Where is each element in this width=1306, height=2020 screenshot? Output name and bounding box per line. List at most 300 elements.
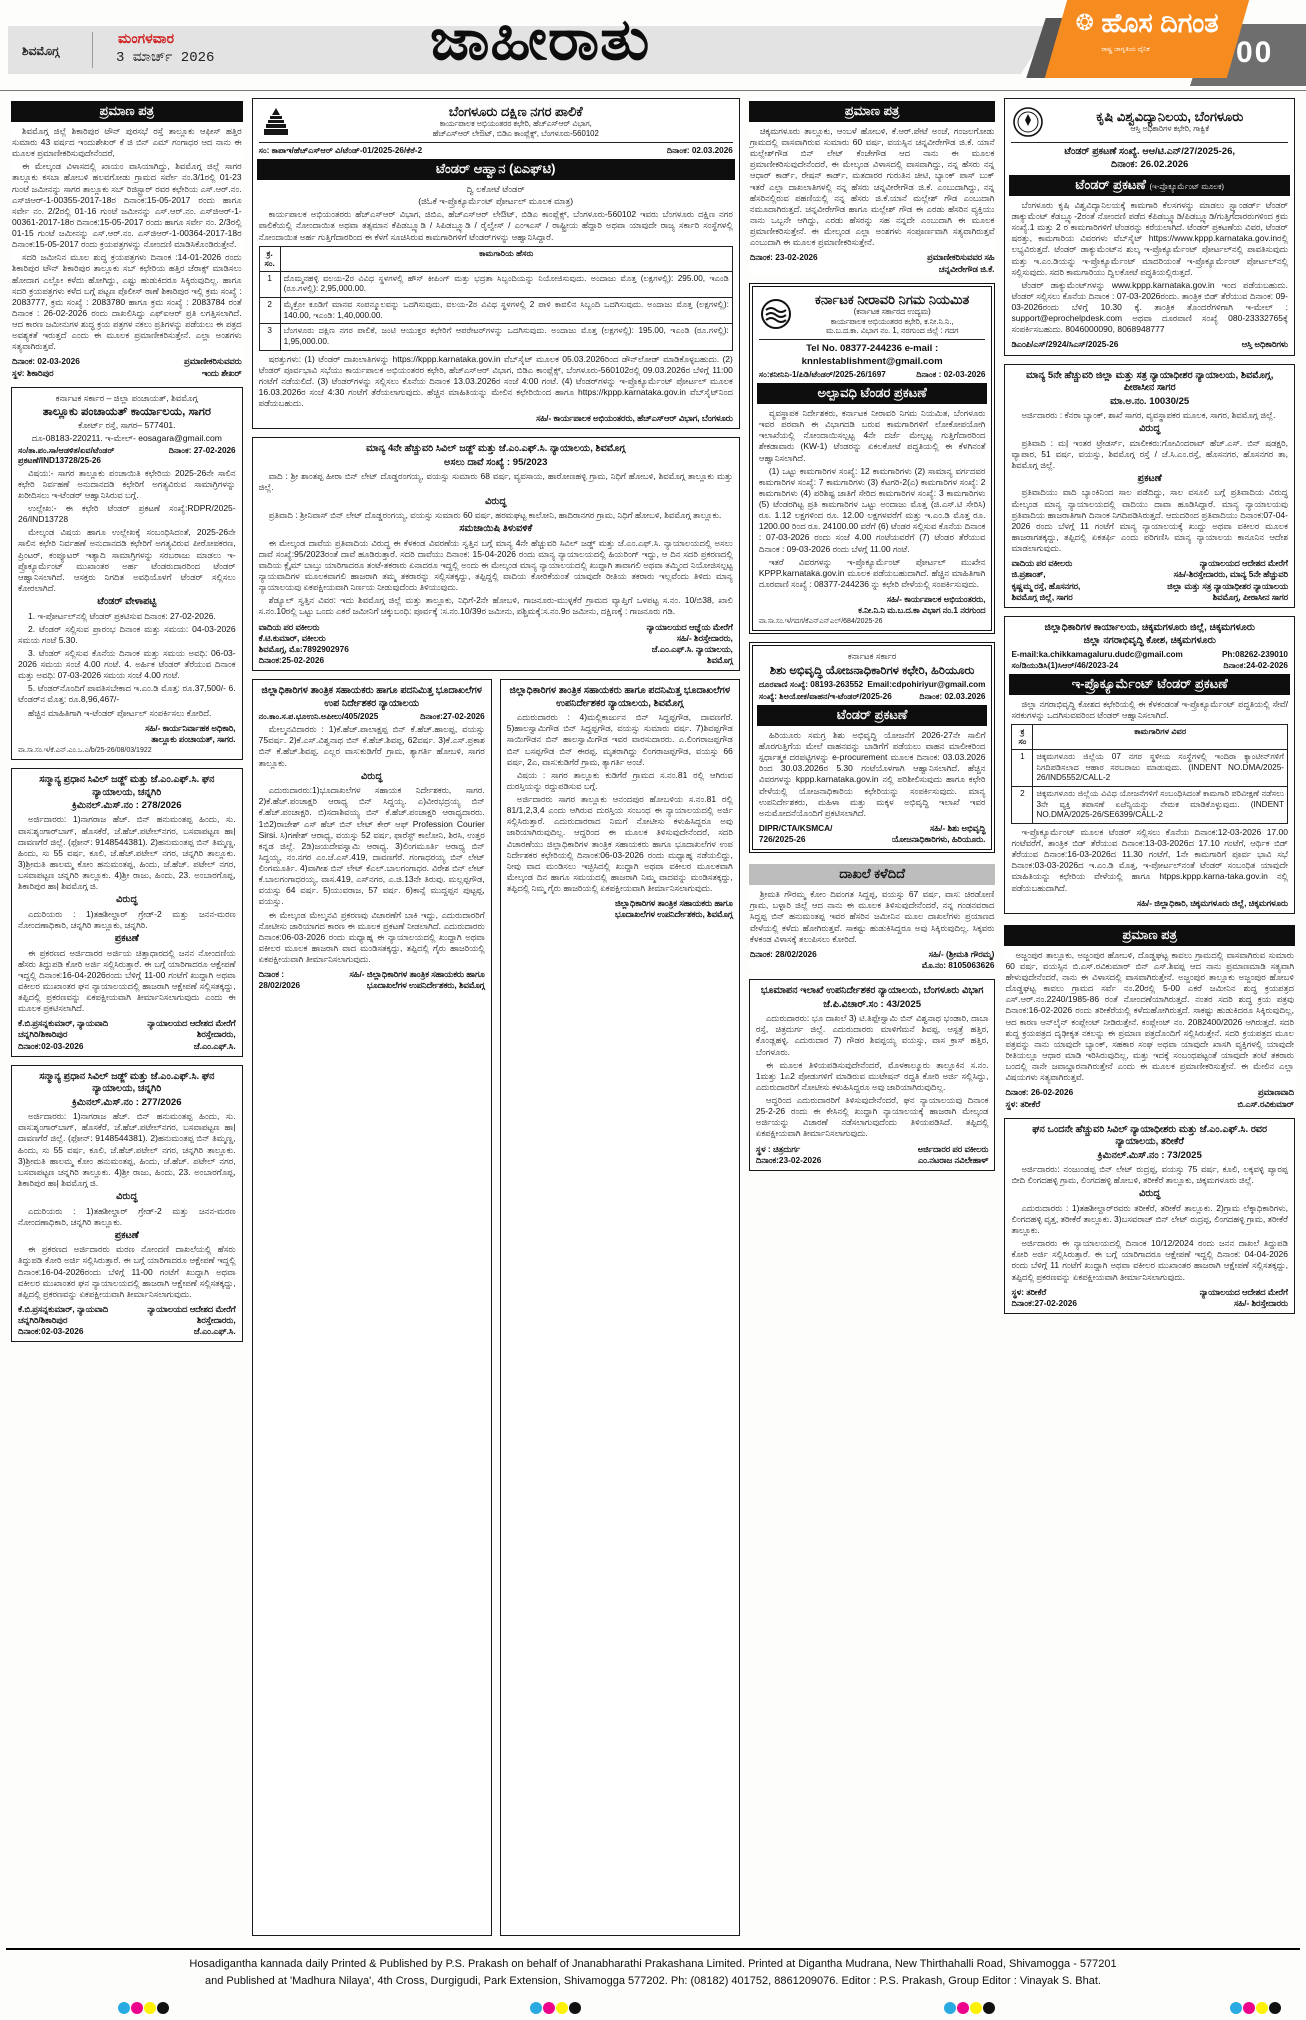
color-dot xyxy=(157,2002,169,2014)
signature-line: ಪ್ರಮಾಣವಾದಿ xyxy=(1257,1087,1294,1098)
center-line: ಜಿಲ್ಲಾಧಿಕಾರಿಗಳ ತಾಂತ್ರಿಕ ಸಹಾಯಕರು ಹಾಗೂ ಪದನಿಮಿತ್ತ ಭೂದಾಖಲೆಗಳ ಉಪನಿರ್ದೇಶಕರ ನ್ಯಾಯಾಲಯ, ಶಿವಮೊಗ್ಗ xyxy=(509,685,731,709)
ref-date: ದಿನಾಂಕ : 02-03-2026 xyxy=(916,370,986,380)
signature-line: ಶಿವಮೊಗ್ಗ, ಮೊ:7892902976 xyxy=(258,643,349,654)
section-title-bar xyxy=(257,159,735,180)
signature-block xyxy=(1011,1287,1288,1309)
signature-block xyxy=(18,723,236,745)
signature-line: ಬಿ.ಎಸ್.ರವಿಕುಮಾರ್ xyxy=(1237,1098,1294,1109)
center-line: ಕೋರ್ಟ್ ರಸ್ತೆ, ಸಾಗರ– 577401. xyxy=(78,420,176,431)
signature-left xyxy=(1011,339,1118,350)
body-paragraph: ಹಿರಿಯೂರು ಸಮಗ್ರ ಶಿಶು ಅಭಿವೃದ್ಧಿ ಯೋಜನೆಗೆ 2026-27ನೇ ಸಾಲಿಗೆ ಹೊರಗುತ್ತಿಗೆಯ ಮೇಲೆ ವಾಹನವನ್ನು ಬಾಡಿಗೆಗೆ ಪಡೆಯಲು ವಾಹನ ಮಾಲೀಕರಿಂದ ಸ್ಪರ್ಧಾತ್ಮಕ ದರಪಟ್ಟಿಗಳನ್ನು e-procurement ಮೂಲಕ ದಿನಾಂಕ: 03.03.2026 ರಿಂದ 30.03.2026ರ 5.30 ಗಂಟೆಯೊಳಗಾಗಿ ಆಹ್ವಾನಿಸಲಾಗಿದೆ. ಹೆಚ್ಚಿನ ವಿವರಗಳನ್ನು kppp.karnataka.gov.in ನಲ್ಲಿ ಪರಿಶೀಲಿಸುವುದು ಹಾಗೂ ಕಛೇರಿ ವೇಳೆಯಲ್ಲಿ ಯೋಜನಾಧಿಕಾರಿಯ ಕಛೇರಿಯನ್ನು ಸಂಪರ್ಕಿಸುವುದು. ಮಾನ್ಯ ಉಪನಿರ್ದೇಶಕರು, ಮಹಿಳಾ ಮತ್ತು ಮಕ್ಕಳ ಅಭಿವೃದ್ಧಿ ಇಲಾಖೆ ಇವರ ಅನುಮೋದನೆಯೊಂದಿಗೆ ಪ್ರಕಟಿಸಲಾಗಿದೆ. xyxy=(758,729,986,818)
signature-block xyxy=(1011,558,1288,603)
signature-block xyxy=(1005,1087,1294,1109)
cmyk-dots xyxy=(118,2002,169,2014)
signature-block xyxy=(259,969,485,991)
brand-tagline: ರಾಷ್ಟ್ರ ಜಾಗೃತಿಯ ದೈನಿಕ xyxy=(1101,46,1150,53)
ref-number: ಸಂ:ಕನೀನಿನಿ-1/ಪಿಡಿ/ಟೆಂಡರ್/2025-26/1697 xyxy=(758,370,886,380)
work-description: ದೊಮ್ಮನಹಳ್ಳಿ ವಲಯ-2ರ ವಿವಿಧ ಸ್ಥಳಗಳಲ್ಲಿ ಹೌಸ್ ಕೀಪಿಂಗ್ ಮತ್ತು ಭದ್ರತಾ ಸಿಬ್ಬಂದಿಯನ್ನು ನಿಯೋಜಿಸುವುದು. ಅಂದಾಜು ಮೊತ್ತ (ಲಕ್ಷಗಳಲ್ಲಿ): 295.00, ಇಎಂಡಿ (ರೂ.ಗಳಲ್ಲಿ): 2,95,000.00. xyxy=(280,271,732,297)
signature-line: ಚನ್ನಗಿರಿ/ಶಿಕಾರಿಪುರ xyxy=(18,1315,68,1326)
signature-right xyxy=(615,898,733,920)
ref-number: E-mail:ka.chikkamagaluru.dudc@gmail.com xyxy=(1011,649,1183,659)
court-notice-chitradurga-43-2025 xyxy=(749,979,996,1171)
signature-line: ಜೆ.ಎಂ.ಎಫ್.ಸಿ. xyxy=(193,1326,236,1337)
color-dot xyxy=(530,2002,542,2014)
certificate-malleshagowda xyxy=(749,98,996,275)
center-line: ಮಾ.ಅ.ನಂ. 10030/25 xyxy=(1110,395,1190,407)
court-notice-5th-district-sagara xyxy=(1004,364,1295,608)
signature-block xyxy=(750,252,995,274)
ref-number: ದೂರವಾಣಿ ಸಂಖ್ಯೆ: 08193-263552 xyxy=(758,679,864,689)
org-letterhead-text xyxy=(299,105,733,139)
center-line: ಜೆ.ಪಿ.ವಿಚಾರ್.ಸಂ : 43/2025 xyxy=(823,998,922,1010)
column-header: ಕಾಮಗಾರಿಗಳ ವಿವರ xyxy=(1033,725,1288,750)
color-dot xyxy=(1230,2002,1242,2014)
ref-number: ಸಂ: ಕಾಪಾಇ/ಹೆಚ್ಎಸ್ಆರ್ ವಿ/ಟೆಂಡ್-01/2025-26/ಕೆಠೆ-2 xyxy=(258,146,423,155)
ref-date: Ph:08262-239010 xyxy=(1221,649,1288,659)
org-letterhead-text xyxy=(799,293,986,337)
body-paragraph: ಶಿವಮೊಗ್ಗ ಜಿಲ್ಲೆ ಶಿಕಾರಿಪುರ ಟೌನ್ ಪುರಸಭೆ ರಸ್ತೆ ತಾಲ್ಲೂಕು ಆಫೀಸ್ ಹತ್ತಿರ ಸುಮಾರು 43 ವರ್ಷದ ಇಂದುಶೇಖರ್ ಕೆ ಜಿ ಬಿನ್ ಎಮ್ ಗಂಗಾಧರ ಆದ ನಾನು ಈ ಮೂಲಕ ಪ್ರಮಾಣೀಕರಿಸುವುದೇನೆಂದರೆ, xyxy=(12,125,242,159)
signature-line: ಯೋಜನಾಧಿಕಾರಿಗಳು, ಹಿರಿಯೂರು. xyxy=(891,834,986,845)
bar-text: ಪ್ರಮಾಣ ಪತ್ರ xyxy=(844,103,900,118)
signature-left xyxy=(18,1304,108,1338)
signature-line: ಸಹಿ/- ಜಿಲ್ಲಾಧಿಕಾರಿ, ಚಿಕ್ಕಮಗಳೂರು ಜಿಲ್ಲೆ, ಚಿಕ್ಕಮಗಳೂರು xyxy=(1136,897,1288,908)
org-address-line: ಮ.ಬ.ದ.ಕಾ. ವಿಭಾಗ ನಂ. 1, ನರಗುಂದ ಜಿಲ್ಲೆ : ಗದಗ xyxy=(825,326,959,336)
body-paragraph: ಅರ್ಜಿದಾರರು: 1)ನಾಗರಾಜ ಹೆಚ್. ಬಿನ್ ಹನುಮಂತಪ್ಪ ಹಿಂದು, ಸು. ವಾಸ:ಶೃಂಗಾರ್‌ಬಾಗ್, ಹೊಸಕೆರೆ, ಜೆ.ಹೆಚ್.ಪಟೇಲ್‌ನಗರ, ಬಸವಾಪಟ್ಟಣ ಹಾ|ದಾವಣಗೆರೆ ಜಿಲ್ಲೆ. (ಫೋನ್: 9148544381). 2)ಹನುಮಂತಪ್ಪ ಬಿನ್ ತಿಮ್ಮಣ್ಣ, ಹಿಂದು, ಸು 55 ವರ್ಷ, ಕೂಲಿ, ಜೆ.ಹೆಚ್.ಪಟೇಲ್ ನಗರ, ಚನ್ನಗಿರಿ ತಾಲ್ಲೂಕು. 3)ಶ್ರೀಮತಿ ಹಾಲಮ್ಮ ಕೋಂ ಹನುಮಂತಪ್ಪ, ಹಿಂದು, ಜೆ.ಹೆಚ್. ಪಟೇಲ್ ನಗರ, ಬಸವಾಪಟ್ಟಣ ಚನ್ನಗಿರಿ ತಾಲ್ಲೂಕು. 4)ಶ್ರೀ ರಾಜು, ಹಿಂದು, 23. ಅಂಬಾರಗೊಪ್ಪ, ಶಿಕಾರಿಪುರ ಹಾ| ಶಿವಮೊಗ್ಗ ಜಿ. xyxy=(18,1111,236,1188)
signature-left xyxy=(1011,558,1080,603)
signature-right xyxy=(858,594,985,616)
signature-line: ಸಹಿ/-ಶಿರಸ್ತೇದಾರರು, ಮಾನ್ಯ 5ನೇ ಹೆಚ್ಚುವರಿ xyxy=(1173,569,1288,580)
signature-line: ಶಿರಸ್ತೇದಾರರು, xyxy=(196,1315,236,1326)
section-title-bar xyxy=(1004,925,1295,946)
body-paragraph: ಜಿಲ್ಲಾ ನಗರಾಭಿವೃದ್ಧಿ ಕೋಶದ ಕಛೇರಿಯಲ್ಲಿ ಈ ಕೆಳಕಂಡಂತೆ ಇ-ಪ್ರೊಕ್ಯೂರ್ಮೆಂಟ್ ಪದ್ಧತಿಯಲ್ಲಿ ಸೇವೆ/ಸರಕುಗಳನ್ನು ಒದಗಿಸುವವರಿಂದ ಟೆಂಡರ್ ಆಹ್ವಾನಿಸಲಾಗಿದೆ. xyxy=(1011,698,1288,720)
signature-line: ಮೊ.ನಂ: 8105063626 xyxy=(921,960,995,971)
org-name: ಕೃಷಿ ವಿಶ್ವವಿದ್ಯಾನಿಲಯ, ಬೆಂಗಳೂರು xyxy=(1096,108,1244,124)
tender-dudc-chikkamagaluru xyxy=(1004,616,1295,914)
ref-number: ಸಂಖ್ಯೆ: ಶಿಅಯೋಕ/ವಾಹನ/ಇ-ಟೆಂಡರ್/2025-26 xyxy=(758,691,892,701)
newspaper-logo xyxy=(1050,0,1306,96)
signature-right xyxy=(918,1144,989,1166)
work-description: ಬೆಂಗಳೂರು ದಕ್ಷಿಣ ನಗರ ಪಾಲಿಕೆ, ಜಂಟಿ ಆಯುಕ್ತರ ಕಛೇರಿಗೆ ಆಪರೇಟರ್‌ಗಳನ್ನು ಒದಗಿಸುವುದು. ಅಂದಾಜು ಮೊತ್ತ (ಲಕ್ಷಗಳಲ್ಲಿ): 195.00, ಇಎಂಡಿ (ರೂ.ಗಳಲ್ಲಿ): 1,95,000.00. xyxy=(280,324,732,350)
court-notice-channagiri-278 xyxy=(11,768,243,1057)
signature-line: ಸಹಿ/- ಶಿರಸ್ತೇದಾರರು, xyxy=(676,632,733,643)
certificate-ravikumar-tarikere xyxy=(1004,922,1295,1110)
temple-icon xyxy=(259,105,293,139)
signature-left xyxy=(18,1018,108,1052)
signature-line: ಸ್ಥಳ : ಚಿತ್ರದುರ್ಗ xyxy=(755,1143,801,1154)
brand-name: ❂ ಹೊಸ ದಿಗಂತ xyxy=(1075,8,1219,38)
page-header xyxy=(0,0,1306,92)
body-paragraph: ಈ ಮೇಲ್ಕಂಡ ದಾವೆಯ ಪ್ರತಿವಾದಿಯ ವಿರುದ್ಧ ಈ ಕೆಳಕಂಡ ವಿವರಣೆಯ ಸ್ವತ್ತಿನ ಬಗ್ಗೆ ಮಾನ್ಯ 4ನೇ ಹೆಚ್ಚುವರಿ ಸಿವಿಲ್ ಜಡ್ಜ್ ಮತ್ತು ಜೆ.ಎಂ.ಎಫ್.ಸಿ. ನ್ಯಾಯಾಲಯದಲ್ಲಿ ಅಸಲು ದಾವೆ ಸಂಖ್ಯೆ:95/2023ರಂತೆ ದಾವೆ ಹೂಡಿರುತ್ತಾರೆ. ಸದರಿ ದಾವೆಯು ದಿನಾಂಕ: 15-04-2026 ರಂದು ಮಾನ್ಯ ನ್ಯಾಯಾಲಯದಲ್ಲಿ ಹಿಯರಿಂಗ್ ಇದ್ದು, ಆ ದಿನ ಸದರಿ ಪ್ರಕರಣದಲ್ಲಿ ವಾದಿಯ ಕ್ಲೈಮ್ ಬಾಬ್ತು ಯಾರಿಗಾದರೂ ತಂಟೆ-ತಕರಾರು ಏನಾದರೂ ಇದ್ದಲ್ಲಿ ಅಂದು ಈ ಮೇಲ್ಕಂಡ ಮಾನ್ಯ ನ್ಯಾಯಾಲಯದಲ್ಲಿ ಖುದ್ದಾಗಿ ತಾವಾಗಲಿ ಅಥವಾ ತಮ್ಮಿಂದ ನಿಯೋಜಿಸಲ್ಪಟ್ಟ ನ್ಯಾಯವಾದಿಗಳ ಮೂಲಕವಾಗಲಿ ಹಾಜರಾಗಿ ತಮ್ಮ ತಕರಾರನ್ನು ಸಲ್ಲಿಸತಕ್ಕದ್ದು, ತಪ್ಪಿದ್ದಲ್ಲಿ ವಾದಿಯ ಕೋರಿಕೆಯಂತೆ ಯಾವುದೇ ರೀತಿಯ ತಕರಾರು ಇಲ್ಲವೆಂದು ತಿಳಿದು ಮಾನ್ಯ ನ್ಯಾಯಾಲಯವು ಏಕಪಕ್ಷೀಯವಾಗಿ ನಿರ್ಣಯ ನೀಡುವುದೆಂದು ತಿಳಿಯುವುದು. xyxy=(258,537,733,593)
signature-right xyxy=(647,622,733,667)
row-number: 3 xyxy=(259,324,280,350)
table-row xyxy=(1012,750,1288,787)
color-dot xyxy=(970,2002,982,2014)
body-paragraph: ಷರತ್ತುಗಳು: (1) ಟೆಂಡರ್ ದಾಖಲಾತಿಗಳನ್ನು https://kppp.karnataka.gov.in ವೆಬ್‌ಸೈಟ್ ಮೂಲಕ 05.03.2026ರಿಂದ ಡೌನ್‌ಲೋಡ್ ಮಾಡಿಕೊಳ್ಳಬಹುದು. (2) ಟೆಂಡರ್ ಪೂರ್ವಭಾವಿ ಸಭೆಯು ಕಾರ್ಯಪಾಲಕ ಅಭಿಯಂತರರ ಕಛೇರಿ, ಹೆಚ್ಎಸ್ಆರ್ ವಿಭಾಗ, ಬಿಡಿಎ ಕಾಂಪ್ಲೆಕ್ಸ್, ಬೆಂಗಳೂರು-560102ರಲ್ಲಿ 09.03.2026ರ ಬೆಳಿಗ್ಗೆ 11:00 ಗಂಟೆಗೆ ನಡೆಯಲಿದೆ. (3) ಟೆಂಡರ್‌ಗಳನ್ನು ಸಲ್ಲಿಸಲು ಕೊನೆಯ ದಿನಾಂಕ 13.03.2026ರ ಸಂಜೆ 4:00 ಗಂಟೆ. (4) ಟೆಂಡರ್‌ಗಳನ್ನು ಇ-ಪ್ರೊಕ್ಯೂರ್ಮೆಂಟ್ ಪೋರ್ಟಲ್ ಮೂಲಕ 16.03.2026ರ ಸಂಜೆ 4:30 ಗಂಟೆಗೆ ತೆರೆಯಲಾಗುವುದು. ಹೆಚ್ಚಿನ ಮಾಹಿತಿಯನ್ನು ಮೇಲಿನ ಕಛೇರಿಯಿಂದ ಹಾಗೂ https://kppp.karnataka.gov.in ವೆಬ್‌ಸೈಟ್‌ನಿಂದ ಪಡೆಯಬಹುದು. xyxy=(258,353,733,409)
signature-line: ಚನ್ನವೀರೇಗೌಡ ಜಿ.ಕೆ. xyxy=(938,263,995,274)
ref-date: ದಿನಾಂಕ:27-02-2026 xyxy=(420,712,485,722)
signature-line: ಸ್ಥಳ: ಶಿಕಾರಿಪುರ xyxy=(12,367,54,378)
body-paragraph: ಚಿಕ್ಕಮಗಳೂರು ತಾಲ್ಲೂಕು, ಆಂಬಳೆ ಹೋಬಳಿ, ಕೆ.ಆರ್.ಪೇಟೆ ಅಂಚೆ, ಗಂಜಲಗೋಡು ಗ್ರಾಮದಲ್ಲಿ ವಾಸವಾಗಿರುವ ಸುಮಾರು 60 ವರ್ಷ, ವಯಸ್ಸಿನ ಚನ್ನವೀರೇಗೌಡ ಜಿ.ಕೆ. ಯಾನೆ ಮಲ್ಲೇಶ್‌ಗೌಡ ಬಿನ್ ಲೇಟ್ ಕೆಂಚೇಗೌಡ ಆದ ನಾನು ಈ ಮೂಲಕ ಪ್ರಮಾಣೀಕರಿಸುವುದೇನೆಂದರೆ, ಈ ಮೇಲ್ಕಂಡ ವಿಳಾಸದಲ್ಲಿ ವಾಸವಾಗಿದ್ದು, ನನ್ನ ಹೆಸರು ನನ್ನ ಆಧಾರ್ ಕಾರ್ಡ್, ರೇಷನ್ ಕಾರ್ಡ್, ಮತದಾರರ ಗುರುತಿನ ಚೀಟಿ, ಬ್ಯಾಂಕ್ ಪಾಸ್ ಬುಕ್ ಇತರೆ ಎಲ್ಲಾ ದಾಖಲಾತಿಗಳಲ್ಲಿ ನನ್ನ ಹೆಸರು ಚನ್ನವೀರೇಗೌಡ ಜಿ.ಕೆ. ಎಂಬುದಾಗಿದ್ದು, ನನ್ನ ಹೆಸರಿನಲ್ಲಿರುವ ಪಹಣಿಯಲ್ಲಿ ನನ್ನ ಹೆಸರು ಜಿ.ಕೆ.ಯಾನೆ ಮಲ್ಲೇಶ್ ಗೌಡ ಎಂಬುದಾಗಿ ನಮೂದಾಗಿರುತ್ತದೆ. ಚನ್ನವೀರೇಗೌಡ ಹಾಗೂ ಮಲ್ಲೇಶ್ ಗೌಡ ಈ ಎರಡು ಹೆಸರಿನ ವ್ಯಕ್ತಿಯು ನಾನು ಒಬ್ಬನೇ ಆಗಿದ್ದು, ಎರಡು ಹೆಸರನ್ನು ಸಹ ನನ್ನದೇ ಎಂಬುದಾಗಿ ಈ ಮೂಲಕ ಪ್ರಮಾಣೀಕರಿಸುತ್ತೇನೆ. ಈ ಮೇಲ್ಕಂಡ ಎಲ್ಲಾ ಅಂಶಗಳು ಸಂಪೂರ್ಣವಾಗಿ ಸತ್ಯವಾಗಿರುತ್ತವೆ ಎಂಬುದಾಗಿ ಈ ಮೂಲಕ ಪ್ರಮಾಣೀಕರಿಸುತ್ತೇನೆ. xyxy=(749,125,995,248)
center-line: ಕರ್ನಾಟಕ ಸರ್ಕಾರ xyxy=(847,651,897,662)
ref-date: ದಿನಾಂಕ:24-02-2026 xyxy=(1223,660,1288,670)
side-by-side-notices xyxy=(252,679,740,1944)
center-line: Tel No. 08377-244236 e-mail : knnlestablishment@gmail.com xyxy=(801,343,943,367)
center-line: ಮಾನ್ಯ 5ನೇ ಹೆಚ್ಚುವರಿ ಜಿಲ್ಲಾ ಮತ್ತು ಸತ್ರ ನ್ಯಾಯಾಧೀಶರ ನ್ಯಾಯಾಲಯ, ಶಿವಮೊಗ್ಗ, ಪೀಠಾಸೀನ ಸಾಗರ xyxy=(1026,369,1274,394)
row-number: 1 xyxy=(259,271,280,297)
signature-line: ಆಸ್ತಿ ಅಧಿಕಾರಿಗಳು xyxy=(1241,339,1288,350)
tender-taluk-panchayat-sagara xyxy=(11,387,243,760)
body-paragraph: ಪ್ರತಿವಾದಿ : ಮ| ಇಂತರ ಟ್ರೇಡರ್ಸ್, ಮಾಲೀಕರು:ಗೋವಿಂದರಾವ್ ಹೆಚ್.ಎಸ್. ಬಿನ್ ಷಡಕ್ಷರಿ, ವ್ಯಾಪಾರ, 51 ವರ್ಷ, ವಯಸ್ಸು, ಶಿವಮೊಗ್ಗ ರಸ್ತೆ / ಜೆ.ಸಿ.ಎಂ.ರಸ್ತೆ, ಹೊಸನಗರ, ಹೊಸನಗರ ತಾ, ಶಿವಮೊಗ್ಗ ಜಿಲ್ಲೆ. xyxy=(1011,437,1288,470)
ref-line xyxy=(1011,661,1288,671)
signature-line: ಜಿಲ್ಲಾಧಿಕಾರಿಗಳ ತಾಂತ್ರಿಕ ಸಹಾಯಕರು ಹಾಗೂ xyxy=(614,898,733,909)
signature-line: ವಾದಿಯ ಪರ ವಕೀಲರು xyxy=(1011,558,1073,569)
column-header: ಕ್ರ ಸಂ xyxy=(1012,725,1033,750)
center-line: ಸನ್ಮಾನ್ಯ ಪ್ರಧಾನ ಸಿವಿಲ್ ಜಡ್ಜ್ ಮತ್ತು ಜೆ.ಎಂ.ಎಫ್.ಸಿ. ಘನ ನ್ಯಾಯಾಲಯ, ಚನ್ನಗಿರಿ xyxy=(39,1070,215,1095)
signature-line: ಎಂ.ನಟರಾಜ ನವಿಲೇಹಾಳ್ xyxy=(917,1154,989,1165)
signature-line: ದಿನಾಂಕ: 23-02-2026 xyxy=(749,252,818,263)
signature-line: DIPR/CTA/KSMCA/ xyxy=(758,822,833,833)
center-line: ಪ್ರಕಟಣೆ xyxy=(114,933,139,945)
body-paragraph: ಎದುರುದಾರರು : 4)ಮಲ್ಲಿಕಾರ್ಜುನ ಬಿನ್ ಸಿದ್ದಪ್ಪಗೌಡ, ದಾವಣಗೆರೆ. 5)ಹಾಲಸ್ವಾಮಿಗೌಡ ಬಿನ್ ಸಿದ್ದಪ್ಪಗೌಡ, ವಯಸ್ಸು ಸುಮಾರು ವರ್ಷ. 7)ಶಿವಪ್ಪಗೌಡ ಸಾಯಿಗೌಡನ ಬಿನ್ ಹಾಲಸ್ವಾಮಿಗೌಡ ಇವರ ವಾರಸುದಾರರು. ಎ.ಲಿಂಗರಾಜಪ್ಪಗೌಡ ಬಿನ್ ಬಸಪ್ಪಗೌಡ ಬಿನ್ ಈರಪ್ಪ. ಮೃತರಾಗಿದ್ದು ಲಿಂಗರಾಜಪ್ಪಗೌಡ, ವಯಸ್ಸು 66 ವರ್ಷ, 2ಎ, ವಾಸ:ಕುಡಿಗೆರೆ ಗ್ರಾಮ, ತ್ಯಾಗರ್ತಿ ಅಂಚೆ. xyxy=(506,712,733,767)
body-paragraph: ವಾದಿ : ಶ್ರೀ ಶಾಂತಪ್ಪ ಹೀರಾ ಬಿನ್ ಲೇಟ್ ದೊಡ್ಡರಂಗಯ್ಯ, ವಯಸ್ಸು ಸುಮಾರು 68 ವರ್ಷ, ವ್ಯವಸಾಯ, ಹಾರೋಣಹಳ್ಳಿ ಗ್ರಾಮ, ನಿಧಿಗೆ ಹೋಬಳಿ, ಶಿವಮೊಗ್ಗ ತಾಲ್ಲೂಕು ಮತ್ತು ಜಿಲ್ಲೆ. xyxy=(258,471,733,493)
signature-right xyxy=(1242,339,1288,350)
row-number: 2 xyxy=(259,297,280,323)
body-paragraph: ಆದ್ದರಿಂದ ಎದುರುದಾರರಿಗೆ ತಿಳಿಸುವುದೇನೆಂದರೆ, ಘನ ನ್ಯಾಯಾಲಯವು ದಿನಾಂಕ 25-2-26 ರಂದು ಈ ಕೇಸಿನಲ್ಲಿ ಖುದ್ದಾಗಿ ನ್ಯಾಯಾಲಯಕ್ಕೆ ಹಾಜರಾಗಿ ಮೇಲ್ಕಂಡ ಅರ್ಜಿಯನ್ನು ವಿಚಾರಣೆ ನಡೆಸಲಾಗುವುದೆಂದು ತಿಳಿಯಪಡಿಸಿದೆ. ತಪ್ಪಿದಲ್ಲಿ ಏಕಪಕ್ಷೀಯವಾಗಿ ತೀರ್ಮಾನಿಸಲಾಗುವುದು. xyxy=(755,1095,989,1139)
page-number: 00 xyxy=(1236,36,1274,69)
work-description: ಚಿಕ್ಕಮಗಳೂರು ಜಿಲ್ಲೆಯ ವಿವಿಧ ಯೋಜನೆಗಳಿಗೆ ಸಂಬಂಧಿಸಿದಂತೆ ಕಾಮಗಾರಿ ಪರಿವೀಕ್ಷಣೆ ನಡೆಸಲು 3ನೇ ವ್ಯಕ್ತಿ ತಪಾಸಣೆ ಏಜೆನ್ಸಿಯನ್ನು ನೇಮಕ ಮಾಡಿಕೊಳ್ಳುವುದು. (INDENT NO.DMA/2025-26/SE6399/CALL-2 xyxy=(1033,787,1288,824)
body-paragraph: ಪ್ರತಿವಾದಿ : ಶ್ರೀನಿವಾಸ್ ಬಿನ್ ಲೇಟ್ ದೊಡ್ಡರಂಗಯ್ಯ, ವಯಸ್ಸು ಸುಮಾರು 60 ವರ್ಷ, ಹರಮಘಟ್ಟ ಕಾಲೋನಿ, ಹಾದಿರಾನಗರ ಗ್ರಾಮ, ನಿಧಿಗೆ ಹೋಬಳಿ, ಶಿವಮೊಗ್ಗ ತಾಲ್ಲೂಕು. xyxy=(268,510,722,521)
signature-block xyxy=(1011,898,1288,909)
works-table xyxy=(259,246,733,351)
signature-right xyxy=(892,823,986,845)
signature-line: ಭೂದಾಖಲೆಗಳ ಉಪನಿರ್ದೇಶಕರು, ಶಿವಮೊಗ್ಗ xyxy=(614,909,733,920)
signature-line: ದಿನಾಂಕ: 02-03-2026 xyxy=(12,356,80,367)
signature-right xyxy=(145,723,235,745)
center-line: ತಾಲ್ಲೂಕು ಪಂಚಾಯತ್ ಕಾರ್ಯಾಲಯ, ಸಾಗರ xyxy=(42,405,211,418)
signature-line: ದಿನಾಂಕ : 28/02/2026 xyxy=(258,969,301,991)
signature-line: ಶಿವಮೊಗ್ಗ, ಪೀಠಾಸೀನ ಸಾಗರ xyxy=(1212,591,1288,602)
ref-footnote: ವಾ.ಸಾ.ಸಂ.ಇ/ಗದಗ/ಕೆಎನ್ಎನ್ಎಲ್/684/2025-26 xyxy=(758,618,883,626)
tender-knn-naragunda xyxy=(749,283,996,635)
signature-line: ಶಿವಮೊಗ್ಗ ಜಿಲ್ಲೆ, ಸಾಗರ xyxy=(1011,591,1073,602)
column-4 xyxy=(749,98,996,1944)
body-paragraph: ಉಲ್ಲೇಖ:- ಈ ಕಛೇರಿ ಟೆಂಡರ್ ಪ್ರಕಟಣೆ ಸಂಖ್ಯೆ:RDPR/2025-26/IND13728 xyxy=(18,503,236,525)
color-dot xyxy=(957,2002,969,2014)
signature-right xyxy=(184,356,242,378)
column-header: ಕಾಮಗಾರಿಯ ಹೆಸರು xyxy=(280,246,732,271)
imprint-text xyxy=(0,1956,1306,1989)
body-paragraph: 5. ಟೆಂಡರ್‌ನೊಂದಿಗೆ ಪಾವತಿಸಬೇಕಾದ ಇ.ಎಂ.ಡಿ ಮೊತ್ತ: ರೂ.37,500/- 6. ಟೆಂಡರ್‌ನ ಮೊತ್ತ: ರೂ.8,96,467/- xyxy=(18,683,236,705)
row-number: 1 xyxy=(1012,750,1033,787)
color-dot xyxy=(543,2002,555,2014)
ref-footnote: ವಾ.ಸಾ.ಸಂ.ಇ/ಕೆ.ಎನ್.ಎಂ.ಒ.ಎ/b/25-26/08/03/1922 xyxy=(18,747,152,755)
signature-line: ಕೃಷ್ಣಮ್ಮ ರಸ್ತೆ, ಹೊಸನಗರ, xyxy=(1011,580,1081,591)
signature-right xyxy=(1237,1087,1294,1109)
signature-left xyxy=(259,622,349,667)
body-paragraph: ಈ ಮೂಲಕ ತಿಳಿಯಪಡಿಸುವುದೇನೆಂದರೆ, ಮೊಳಕಾಲ್ಮೂರು ತಾಲ್ಲೂಕಿನ ಸ.ನಂ. 1ಮತ್ತು 1ಎ2 ಪೋಡುಗಳಿಗೆ ಮಾಡಿರುವ ಮುಟೇಷನ್ ರದ್ದತಿ ಕೋರಿ ಅರ್ಜಿ ಸಲ್ಲಿಸಿದ್ದು, ಎದುರುದಾರರಿಗೆ ನೋಟೀಸು ಕಳುಹಿಸಿದ್ದರೂ ಅವು ಜಾರಿಯಾಗಿರುವುದಿಲ್ಲ. xyxy=(755,1059,989,1092)
work-description: ಚಿಕ್ಕಮಗಳೂರು ಜಿಲ್ಲೆಯ 07 ನಗರ ಸ್ಥಳೀಯ ಸಂಸ್ಥೆಗಳಲ್ಲಿ ಇಂದಿರಾ ಕ್ಯಾಂಟೀನ್‌ಗಳಿಗೆ ನಿಗದಿಪಡಿಸಲಾದ ಆಹಾರ ಸರಬರಾಜು ಮಾಡುವುದು. (INDENT NO.DMA/2025-26/IND5552/CALL-2 xyxy=(1033,750,1288,787)
center-line: ವಿರುದ್ಧ xyxy=(116,894,138,906)
column-header: ಕ್ರ. ಸಂ. xyxy=(259,246,280,271)
signature-left xyxy=(1011,1287,1077,1309)
signature-block xyxy=(1011,339,1288,350)
org-address-line: ಹೆಚ್ಎಸ್ಆರ್ ಲೇಔಟ್, ಬಿಡಿಎ ಕಾಂಪ್ಲೆಕ್ಸ್, ಬೆಂಗಳೂರು-560102 xyxy=(432,129,599,139)
signature-block xyxy=(759,594,986,616)
court-notice-shivamogga-95-2023 xyxy=(252,437,740,671)
tender-cdpo-hiriyuru xyxy=(749,642,996,853)
body-paragraph: ಅರ್ಜಿದಾರರು: ನಂಜುಂಡಪ್ಪ ಬಿನ್ ಲೇಟ್ ರುದ್ರಪ್ಪ, ವಯಸ್ಸು 75 ವರ್ಷ, ಕೂಲಿ, ಲಕ್ಕವಳ್ಳಿ ಪ್ಯಾರಪ್ಪ ಬೀದಿ ಲಿಂಗದಹಳ್ಳಿ ಗ್ರಾಮ, ಲಿಂಗದಹಳ್ಳಿ ಹೋಬಳಿ, ತರೀಕೆರೆ ತಾಲ್ಲೂಕು, ಚಿಕ್ಕಮಗಳೂರು ಜಿಲ್ಲೆ. xyxy=(1011,1164,1288,1186)
center-line: ಅಸಲು ದಾವೆ ಸಂಖ್ಯೆ : 95/2023 xyxy=(444,456,548,468)
center-line: ಜಿಲ್ಲಾಧಿಕಾರಿಗಳ ಕಾರ್ಯಾಲಯ, ಚಿಕ್ಕಮಗಳೂರು ಜಿಲ್ಲೆ, ಚಿಕ್ಕಮಗಳೂರು xyxy=(1044,621,1255,633)
body-paragraph: ಎದುರುದಾರರು: ಭೂ ದಾಖಲೆ 3) ಟಿ.ತಿಪ್ಪೇಸ್ವಾಮಿ ಬಿನ್ ವಿಶ್ವನಾಥ ಭಂಡಾರಿ, ದಾಬಾ ರಸ್ತೆ, ಚಿತ್ರದುರ್ಗ ಜಿಲ್ಲೆ. ಎದುರುದಾರರು ಮಾಳಿಗೆಮನೆ ಶಿವಪ್ಪ, ಆಸ್ಪತ್ರೆ ಹತ್ತಿರ, ಕೊಂಡ್ಲಹಳ್ಳಿ. ಎದುರುದಾರ 7) ಗೌಡರ ಶಿವಪ್ಪಯ್ಯ ವಯಸ್ಸು, ವಾಸ ಕ್ರಾಸ್ ಹತ್ತಿರ, ಬೆಂಗಳೂರು. xyxy=(755,1013,989,1057)
table-row xyxy=(1012,787,1288,824)
ref-number: ಸಂ/ತಾ.ಪಂ.ಸಾ/ಆಡಳಿತ/ಏವ/ಟೆಂಡರ್ ಪ್ರಕಟಣೆ/IND13728/25-26 xyxy=(18,445,115,465)
signature-right xyxy=(147,1304,235,1338)
signature-line: ಜಿಲ್ಲಾ ಮತ್ತು ಸತ್ರ ನ್ಯಾಯಾಧೀಶರ ನ್ಯಾಯಾಲಯ xyxy=(1167,580,1288,591)
body-paragraph: ಈ ಮೇಲ್ಕಂಡ ವಿಳಾಸದಲ್ಲಿ ಖಾಯಂ ವಾಸಿಯಾಗಿದ್ದು, ಶಿವಮೊಗ್ಗ ಜಿಲ್ಲೆ ಸಾಗರ ತಾಲ್ಲೂಕು ಕಸಬಾ ಹೋಬಳಿ ಹಲವಗೋಡು ಗ್ರಾಮದ ಸರ್ವೇ ನಂ.3/1ರಲ್ಲಿ 01-23 ಗುಂಟೆ ಜಮೀನನ್ನು ಸಾಗರ ತಾಲ್ಲೂಕು ಸಬ್ ರಿಜಿಸ್ಟ್ರಾರ್ ರವರ ಕಛೇರಿಯ ಎಸ್.ಆರ್.ನಂ. ಎಸ್‌ಜಿಆರ್-1-00355-2017-18ರ ದಿನಾಂಕ:15-05-2017 ರಂದು ಹಾಗೂ ಸರ್ವೇ ನಂ. 2/2ರಲ್ಲಿ 01-16 ಗುಂಟೆ ಜಮೀನನ್ನು ಎಸ್.ಆರ್.ನಂ. ಎಸ್‌ಜಿಆರ್-1-00361-2017-18ರ ದಿನಾಂಕ:15-05-2017 ರಂದು ಹಾಗೂ ಸರ್ವೇ ನಂ. 2/3ರಲ್ಲಿ 01-15 ಗುಂಟೆ ಜಮೀನನ್ನು ಎಸ್.ಆರ್.ನಂ. ಎಸ್‌ಜಿಆರ್-1-00364-2017-18ರ ದಿನಾಂಕ:15-05-2017 ರಂದು ಕ್ರಯಪತ್ರಗಳನ್ನು ನೋಂದಣಿ ಮಾಡಿಸಿಕೊಂಡಿರುತ್ತೇನೆ. xyxy=(12,161,242,250)
body-paragraph: ಇ-ಪ್ರೊಕ್ಯೂರ್ಮೆಂಟ್ ಮೂಲಕ ಟೆಂಡರ್ ಸಲ್ಲಿಸಲು ಕೊನೆಯ ದಿನಾಂಕ:12-03-2026 17.00 ಗಂಟೆವರೆಗೆ, ತಾಂತ್ರಿಕ ಬಿಡ್ ತೆರೆಯುವ ದಿನಾಂಕ:13-03-2026ದ 17.10 ಗಂಟೆಗೆ, ಆರ್ಥಿಕ ಬಿಡ್ ತೆರೆಯುವ ದಿನಾಂಕ:16-03-2026ದ 11.30 ಗಂಟೆಗೆ, 1ನೇ ಕಾಮಗಾರಿಗೆ ಪೂರ್ವ ಭಾವಿ ಸಭೆ ದಿನಾಂಕ:03-03-2026ದ ಇ.ಎಂ.ಡಿ ಮೊತ್ತ, ಇ-ಪೋರ್ಟಲ್‌ನಂತೆ ಟೆಂಡರ್ ಸಂಬಂಧಿತ ಯಾವುದೇ ಮಾಹಿತಿಯನ್ನು ಕಛೇರಿಯ ವೇಳೆಯಲ್ಲಿ ಹಾಗೂ htpps.kppp.karna-taka.gov.in ನಲ್ಲಿ ಪಡೆಯಬಹುದಾಗಿದೆ. xyxy=(1011,826,1288,893)
section-title-bar xyxy=(749,864,996,885)
center-line: ಪ್ರಕಟಣೆ xyxy=(114,1229,139,1241)
signature-right xyxy=(922,949,995,971)
body-paragraph: ಹೆಚ್ಚಿನ ಮಾಹಿತಿಗಾಗಿ ಇ-ಟೆಂಡರ್ ಪೋರ್ಟಲ್ ಸಂಪರ್ಕಿಸಲು ಕೋರಿದೆ. xyxy=(28,707,212,718)
table-header-row xyxy=(259,246,732,271)
center-line: ಪ್ರಕಟಣೆ xyxy=(1137,472,1162,484)
column-2-3 xyxy=(252,98,740,1944)
body-paragraph: ಶೆಡ್ಯೂಲ್ ಸ್ವತ್ತಿನ ವಿವರ: ಇದು ಶಿವಮೊಗ್ಗ ಜಿಲ್ಲೆ ಮತ್ತು ತಾಲ್ಲೂಕು, ನಿಧಿಗೆ-2ನೇ ಹೋಬಳಿ, ಗಾಜನೂರು-ಮುಳ್ಳಕೆರೆ ಗ್ರಾಮದ ವ್ಯಾಪ್ತಿಗೆ ಒಳಪಟ್ಟ ಸ.ನಂ. 10/ಬಿ38, ಖಾಲಿ ಸ.ನಂ.10ರಲ್ಲಿ ಒಟ್ಟು ಒಂದು ಎಕರೆ ಜಮೀನಿಗೆ ಚಕ್ಕುಬಂಧಿ: ಪೂರ್ವಕ್ಕೆ :ಸ.ನಂ.10/39ರ ಜಮೀನು, ಪಶ್ಚಿಮಕ್ಕೆ:ಸ.ನಂ.9ರ ಜಮೀನು, ದಕ್ಷಿಣಕ್ಕೆ : ಗಾಜನೂರು ಗಡಿ. xyxy=(258,595,733,617)
signature-block xyxy=(259,622,733,667)
body-paragraph: ಕಾರ್ಯಪಾಲಕ ಅಭಿಯಂತರರು ಹೆಚ್ಎಸ್ಆರ್ ವಿಭಾಗ, ಜಿಬಿಎ, ಹೆಚ್ಎಸ್ಆರ್ ಲೇಔಟ್, ಬಿಡಿಎ ಕಾಂಪ್ಲೆಕ್ಸ್, ಬೆಂಗಳೂರು-560102 ಇವರು ಬೆಂಗಳೂರು ದಕ್ಷಿಣ ನಗರ ಪಾಲಿಕೆಯಲ್ಲಿ ನೋಂದಾಯಿತ ಅಥವಾ ತತ್ಸಮಾನ ಕೆಪಿಡಬ್ಲ್ಯೂಡಿ / ಸಿಪಿಡಬ್ಲ್ಯೂಡಿ / ರೈಲ್ವೇಸ್ / ಎಂಇಎಸ್ / ರಾಷ್ಟ್ರೀಯ ಹೆದ್ದಾರಿ ಅಥವಾ ಯಾವುದೇ ರಾಜ್ಯ ಸರ್ಕಾರಿ ಸಂಸ್ಥೆಗಳಲ್ಲಿ ನೋಂದಾಯಿತ ಅರ್ಹ ಗುತ್ತಿಗೆದಾರರಿಂದ ಈ ಕೆಳಗೆ ಸೂಚಿಸಿರುವ ಕಾಮಗಾರಿಗಳಿಗೆ ಟೆಂಡರ್‌ಗಳನ್ನು ಆಹ್ವಾನಿಸಿದ್ದಾರೆ. xyxy=(258,209,733,242)
signature-right xyxy=(1200,1287,1288,1309)
body-paragraph: ಎದುರಿಯರು : 1)ತಹಶೀಲ್ದಾರ್ ಗ್ರೇಡ್-2 ಮತ್ತು ಜನನ-ಮರಣ ನೋಂದಣಾಧಿಕಾರಿ, ಚನ್ನಗಿರಿ ತಾಲ್ಲೂಕು. xyxy=(18,1205,236,1227)
center-line: ವಿರುದ್ಧ xyxy=(1139,1188,1161,1200)
signature-line: ಕೆ.ಬಿ.ಪ್ರಸನ್ನಕುಮಾರ್, ನ್ಯಾಯವಾದಿ xyxy=(18,1018,109,1029)
section-title-bar xyxy=(1009,175,1290,196)
signature-line: ದಿನಾಂಕ:02-03-2026 xyxy=(18,1040,84,1051)
signature-line: ಕ.ನೀ.ನಿ.ನಿ ಮ.ಬ.ದ.ಕಾ ವಿಭಾಗ ನಂ.1 ನರಗುಂದ xyxy=(858,605,986,616)
signature-line: ಶಿವಮೊಗ್ಗ xyxy=(707,655,733,666)
imprint-line-2: and Published at 'Madhura Nilaya', 4th Cross, Durgigudi, Park Extension, Shivamogga 577202. Ph: (08182) 401752, 8861209076. Editor : P.S. Prakash, Group Editor : Vinayak S. Bhat. xyxy=(205,1974,1101,1987)
signature-line: ಅರ್ಜಿದಾರರ ಪರ ವಕೀಲರು xyxy=(917,1143,989,1154)
signature-line: ಕೆ.ಬಿ.ಪ್ರಸನ್ನಕುಮಾರ್, ನ್ಯಾಯವಾದಿ xyxy=(18,1303,109,1314)
center-line: ವಿರುದ್ಧ xyxy=(1139,423,1161,435)
row-number: 2 xyxy=(1012,787,1033,824)
ref-date: ದಿನಾಂಕ: 02.03.2026 xyxy=(666,146,733,155)
body-paragraph: 3. ಟೆಂಡರ್ ಸಲ್ಲಿಸುವ ಕೊನೆಯ ದಿನಾಂಕ ಮತ್ತು ಸಮಯ ಅವಧಿ: 06-03-2026 ಸಮಯ ಸಂಜೆ 4.00 ಗಂಟೆ. 4. ಅರ್ಹಿಕ ಟೆಂಡರ್ ತೆರೆಯುವ ದಿನಾಂಕ ಮತ್ತು ಅವಧಿ: 07-03-2026 ಸಮಯ ಸಂಜೆ 4.00 ಗಂಟೆ. xyxy=(18,647,236,681)
signature-left xyxy=(750,252,818,274)
center-line: ವಿರುದ್ಧ xyxy=(361,770,383,782)
bar-text: ದಾಖಲೆ ಕಳೆದಿದೆ xyxy=(839,866,906,882)
land-records-appeal-kudigere xyxy=(500,679,740,1936)
ref-line xyxy=(759,680,986,690)
org-address-line: ಕಾರ್ಯಪಾಲಕ ಅಭಿಯಂತರರ ಕಛೇರಿ, ಕ.ನೀ.ನಿ.ನಿ., xyxy=(830,316,954,326)
court-notice-channagiri-277 xyxy=(11,1065,243,1343)
body-paragraph: ಬೆಂಗಳೂರು ಕೃಷಿ ವಿಶ್ವವಿದ್ಯಾನಿಲಯಕ್ಕೆ ಕಾಮಗಾರಿ ಕೆಲಸಗಳನ್ನು ಮಾಡಲು ಸ್ಟ್ಯಾಂಡರ್ಡ್ ಟೆಂಡರ್ ಡಾಕ್ಯುಮೆಂಟ್ ಕೆಡಬ್ಲ್ಯೂ-2ರಂತೆ ನೋಂದಣಿ ಪಡೆದ ಕೆಪಿಡಬ್ಲ್ಯೂಡಿ/ಪಿಡಬ್ಲ್ಯೂಡಿ/ಗುತ್ತಿಗೆದಾರರುಗಳಿಂದ ಕ್ರಮ ಸಂಖ್ಯೆ.1 ಮತ್ತು 2 ರ ಕಾಮಗಾರಿಗಳಿಗೆ ಟೆಂಡರನ್ನು ಕರೆಯಲಾಗಿದೆ. ಟೆಂಡರ್ ಪ್ರಕಟಣೆಯ ವಿವರ, ಟೆಂಡರ್ ಷರತ್ತು, ಕಾಮಗಾರಿಯ ವಿವರಗಳು ವೆಬ್‌ಸೈಟ್ https://www.kppp.karnataka.gov.inರಲ್ಲಿ ಲಭ್ಯವಿರುತ್ತದೆ. ಟೆಂಡರ್ ಡಾಕ್ಯುಮೆಂಟ್‌ನ ಶುಲ್ಕ ಇ-ಪ್ರೊಕ್ಯೂರ್ಮೆಂಟ್ ಪೋರ್ಟಲ್‌ನಲ್ಲಿ ಪಾವತಿಸುವುದು ಮತ್ತು ಇ.ಎಂ.ಡಿಯನ್ನು ಇ-ಪ್ರೊಕ್ಯೂರ್ಮೆಂಟ್ ಮಾದರಿಯಂತೆ ಇ-ಪ್ರೊಕ್ಯೂರ್ಮೆಂಟ್ ಪೋರ್ಟಲ್‌ನಲ್ಲಿ ಸಲ್ಲಿಸುವುದು. ಸದರಿ ಕಾಮಗಾರಿಯು ದ್ವಿಲಕೋಟೆ ಪದ್ಧತಿಯಲ್ಲಿರುತ್ತದೆ. xyxy=(1011,199,1288,277)
sun-emblem-icon: ❂ xyxy=(1075,10,1094,35)
body-paragraph: ಎದುರಿಯರು : 1)ತಹಶೀಲ್ದಾರ್ ಗ್ರೇಡ್-2 ಮತ್ತು ಜನನ-ಮರಣ ನೋಂದಣಾಧಿಕಾರಿ, ಚನ್ನಗಿರಿ ತಾಲ್ಲೂಕು, ಚನ್ನಗಿರಿ. xyxy=(18,908,236,930)
center-line: ವಿರುದ್ಧ xyxy=(485,495,507,507)
signature-line: ಸಹಿ/- ಕಾರ್ಯಪಾಲಕ ಅಭಿಯಂತರರು, xyxy=(886,594,986,605)
org-letterhead-text xyxy=(1051,110,1288,134)
color-dot xyxy=(983,2002,995,2014)
signature-line: ದಿನಾಂಕ: 26-02-2026 xyxy=(1005,1087,1074,1098)
header-divider xyxy=(92,32,93,68)
org-address-line: (ಕರ್ನಾಟಕ ಸರ್ಕಾರದ ಉದ್ಯಮ) xyxy=(853,306,931,316)
edition-place: ಶಿವಮೊಗ್ಗ xyxy=(22,44,60,58)
signature-line: ದಿನಾಂಕ:23-02-2026 xyxy=(755,1154,822,1165)
section-title-bar xyxy=(11,101,243,122)
table-row xyxy=(259,271,732,297)
table-row xyxy=(259,297,732,323)
signature-line: ದಿನಾಂಕ:27-02-2026 xyxy=(1011,1297,1077,1308)
body-paragraph: ಅರ್ಜಿದಾರರು ಸಾಗರ ತಾಲ್ಲೂಕು ಆನಂದಪುರ ಹೋಬಳಿಯ ಸ.ನಂ.81 ರಲ್ಲಿ 81/1,2,3,4 ಎಂದು ಆಗಿರುವ ದುರಸ್ತಿಯ ಸಂಬಂಧ ಈ ನ್ಯಾಯಾಲಯದಲ್ಲಿ ಅರ್ಜಿ ಸಲ್ಲಿಸಿರುತ್ತಾರೆ. ಎದುರುದಾರರಾದ ನಿಮಗೆ ನೋಟೀಸು ಕಳುಹಿಸಿದ್ದರೂ ಅವು ಜಾರಿಯಾಗಿರುವುದಿಲ್ಲ. ಆದ್ದರಿಂದ ಈ ಮೂಲಕ ತಿಳಿಸುವುದೇನೆಂದರೆ, ಸದರಿ ವಿಚಾರಣೆಯು ಜಿಲ್ಲಾಧಿಕಾರಿಗಳ ತಾಂತ್ರಿಕ ಸಹಾಯಕರು ಹಾಗೂ ಭೂದಾಖಲೆಗಳ ಉಪ ನಿರ್ದೇಶಕರ ಕಛೇರಿಯಲ್ಲಿ ದಿನಾಂಕ:06-03-2026 ರಂದು ಮಧ್ಯಾಹ್ನ ನಡೆಯಲಿದ್ದು, ನೀವು ವಾದ ಮಂಡಿಸಲು ಇಚ್ಛಿಸಿದಲ್ಲಿ ಖುದ್ದಾಗಿ ಅಥವಾ ವಕೀಲರ ಮೂಲಕವಾಗಿ ಮೇಲ್ಕಂಡ ದಿನ ಹಾಗೂ ಸಮಯದಲ್ಲಿ ಹಾಜರಾಗಿ ನಿಮ್ಮ ವಾದವನ್ನು ಮಂಡಿಸತಕ್ಕದ್ದು, ತಪ್ಪಿದಲ್ಲಿ ನಿಮ್ಮ ಗೈರು ಹಾಜರಿಯಲ್ಲಿ ಏಕಪಕ್ಷೀಯವಾಗಿ ತೀರ್ಮಾನಿಸಲಾಗುವುದು. xyxy=(506,794,733,894)
ref-number: ನಂ.ಕಾಂ.ಸ.ಪ.ಭೂಉನಿ.ಅಪೀಲು/405/2025 xyxy=(258,712,379,722)
signature-line: ಜೆ.ಎಂ.ಎಫ್.ಸಿ. ನ್ಯಾಯಾಲಯ, xyxy=(651,643,733,654)
weekday-label: ಮಂಗಳವಾರ xyxy=(118,30,175,46)
ref-line xyxy=(18,446,236,466)
section-title-bar xyxy=(757,383,988,404)
ref-date: Email:cdpohiriyur@gmail.com xyxy=(867,679,986,689)
ref-line xyxy=(259,146,733,156)
signature-line: ವಾದಿಯ ಪರ ವಕೀಲರು xyxy=(258,621,320,632)
center-line: ಸನ್ಮಾನ್ಯ ಪ್ರಧಾನ ಸಿವಿಲ್ ಜಡ್ಜ್ ಮತ್ತು ಜೆ.ಎಂ.ಎಫ್.ಸಿ. ಘನ ನ್ಯಾಯಾಲಯ, ಚನ್ನಗಿರಿ xyxy=(39,774,215,798)
imprint-line-1: Hosadigantha kannada daily Printed & Published by P.S. Prakash on behalf of Jnanabharathi Prakashana Limited. Printed at Digantha Mudrana, New Thirthahalli Road, Shivamogga - 577201 xyxy=(189,1958,1117,1970)
center-line: ಕ್ರಿಮಿನಲ್.ಮಿಸ್.ನಂ : 278/2026 xyxy=(72,799,182,811)
color-dot xyxy=(1269,2002,1281,2014)
body-paragraph: 2. ಟೆಂಡರ್ ಸಲ್ಲಿಸುವ ಪ್ರಾರಂಭ ದಿನಾಂಕ ಮತ್ತು ಸಮಯ: 04-03-2026 ಸಮಯ ಗಂಟೆ 5.30. xyxy=(18,623,236,645)
org-address-line: ಆಸ್ತಿ ಅಧಿಕಾರಿಗಳ ಕಛೇರಿ, ಗಾಕ್ವಿಕೆ xyxy=(1130,124,1210,134)
body-paragraph: ವಿಷಯ:- ಸಾಗರ ತಾಲ್ಲೂಕು ಪಂಚಾಯಿತಿ ಕಛೇರಿಯ 2025-26ನೇ ಸಾಲಿನ ಕಛೇರಿ ನಿರ್ವಹಣೆ ಅನುದಾನದಡಿ ಕಛೇರಿಗೆ ಅಗತ್ಯವಿರುವ ಸಾಮಾಗ್ರಿಗಳನ್ನು ಖರೀದಿಸಲು ಇ-ಟೆಂಡರ್ ಆಹ್ವಾನಿಸಿರುವ ಬಗ್ಗೆ. xyxy=(18,467,236,500)
body-paragraph: ಶ್ರೀಮತಿ ಗೌರಮ್ಮ ಕೋಂ ದಿವಂಗತ ಸಿದ್ದಪ್ಪ, ವಯಸ್ಸು 67 ವರ್ಷ, ವಾಸ: ಚಿರಡೋಣಿ ಗ್ರಾಮ, ಬಳ್ಳಾರಿ ಜಿಲ್ಲೆ ಆದ ನಾನು ಈ ಮೂಲಕ ತಿಳಿಸುವುದೇನೆಂದರೆ, ನನ್ನ ಗಂಡನವರಾದ ಸಿದ್ದಪ್ಪ ಬಿನ್ ಹನುಮಂತಪ್ಪ ಇವರ ಹೆಸರಿನ ಜಮೀನಿನ ಮೂಲ ದಾಖಲೆಗಳು ಪ್ರಯಾಣದ ವೇಳೆಯಲ್ಲಿ ಕಳೆದು ಹೋಗಿರುತ್ತವೆ. ಸಾಕಷ್ಟು ಹುಡುಕಿಸಿದ್ದರೂ ಅವು ಸಿಕ್ಕಿರುವುದಿಲ್ಲ. ಸಿಕ್ಕವರು ಕೆಳಕಂಡ ವಿಳಾಸಕ್ಕೆ ತಲುಪಿಸಲು ಕೋರಿದೆ. xyxy=(749,889,995,944)
signature-block xyxy=(750,949,995,971)
center-line: ಮಾನ್ಯ 4ನೇ ಹೆಚ್ಚುವರಿ ಸಿವಿಲ್ ಜಡ್ಜ್ ಮತ್ತು ಜೆ.ಎಂ.ಎಫ್.ಸಿ. ನ್ಯಾಯಾಲಯ, ಶಿವಮೊಗ್ಗ xyxy=(366,443,626,455)
signature-line: ಪ್ರಮಾಣೀಕರಿಸುವವರು xyxy=(184,356,242,367)
signature-line: ತಾಲ್ಲೂಕು ಪಂಚಾಯತ್, ಸಾಗರ. xyxy=(151,733,236,744)
org-name: ಬೆಂಗಳೂರು ದಕ್ಷಿಣ ನಗರ ಪಾಲಿಕೆ xyxy=(448,104,583,120)
footer-rule xyxy=(6,1948,1300,1950)
water-wave-icon xyxy=(759,297,793,331)
center-line: ದ್ವಿ ಲಕೋಟೆ ಟೆಂಡರ್ xyxy=(466,183,525,194)
signature-left xyxy=(12,356,80,378)
bar-text: ಅಲ್ಪಾವಧಿ ಟೆಂಡರ ಪ್ರಕಟಣೆ xyxy=(817,385,927,401)
org-letterhead xyxy=(1011,103,1288,143)
page-title: ಜಾಹೀರಾತು xyxy=(430,7,651,72)
center-line: ಕ್ರಿಮಿನಲ್.ಮಿಸ್.ನಂ : 277/2026 xyxy=(72,1096,182,1108)
org-name: ಕರ್ನಾಟಕ ನೀರಾವರಿ ನಿಗಮ ನಿಯಮಿತ xyxy=(814,291,970,307)
signature-line: ಸ್ಥಳ: ತರೀಕೆರೆ xyxy=(1005,1098,1041,1109)
signature-left xyxy=(259,969,305,991)
body-paragraph: ಮೇಲ್ಮನವಿದಾರರು : 1)ಕೆ.ಹೆಚ್.ಪಾಲಾಕ್ಷಪ್ಪ ಬಿನ್ ಕೆ.ಹೆಚ್.ಹಾಲಪ್ಪ, ವಯಸ್ಸು 75ವರ್ಷ. 2)ಕೆ.ಎಸ್.ವಿಶ್ವನಾಥ ಬಿನ್ ಕೆ.ಹೆಚ್.ಶಿವಪ್ಪ, 62ವರ್ಷ. 3)ಕೆ.ಎಸ್.ಪ್ರಕಾಶ ಬಿನ್ ಕೆ.ಹೆಚ್.ಶಿವಪ್ಪ. ಎಲ್ಲರ ವಾಸ:ಕುಡಿಗೆರೆ ಗ್ರಾಮ, ತ್ಯಾಗರ್ತಿ ಹೋಬಳಿ, ಸಾಗರ ತಾಲ್ಲೂಕು. xyxy=(258,724,485,768)
signature-line: ನ್ಯಾಯಾಲಯದ ಆದೇಶದ ಮೇರೆಗೆ xyxy=(147,1018,236,1029)
signature-line: ಜಿ.ಪ್ರಶಾಂತ್, xyxy=(1011,569,1046,580)
signature-line: ನ್ಯಾಯಾಲಯದ ಆದೇಶದ ಮೇರೆಗೆ xyxy=(1199,558,1288,569)
signature-left xyxy=(759,823,833,845)
signature-block xyxy=(259,413,733,424)
university-seal-icon xyxy=(1011,105,1045,139)
color-dot xyxy=(1243,2002,1255,2014)
org-letterhead xyxy=(259,103,733,143)
bar-text: ಟೆಂಡರ್ ಪ್ರಕಟಣೆ xyxy=(1075,176,1146,192)
body-paragraph: (1) ಒಟ್ಟು ಕಾಮಗಾರಿಗಳ ಸಂಖ್ಯೆ: 12 ಕಾಮಗಾರಿಗಳು (2) ಸಾಮಾನ್ಯ ವರ್ಗದವರ ಕಾಮಗಾರಿಗಳ ಸಂಖ್ಯೆ: 7 ಕಾಮಗಾರಿಗಳು (3) ಕೆಟಗರಿ-2(ಎ) ಕಾಮಗಾರಿಗಳ ಸಂಖ್ಯೆ: 2 ಕಾಮಗಾರಿಗಳು (4) ಪರಿಶಿಷ್ಟ ಜಾತಿಗೆ ಸೇರಿದ ಕಾಮಗಾರಿಗಳ ಸಂಖ್ಯೆ: 3 ಕಾಮಗಾರಿಗಳು (5) ಟೆಂಡರಗಿಟ್ಟ ಪ್ರತಿ ಕಾಮಗಾರಿಗಳ ಒಟ್ಟು ಅಂದಾಜು ಮೊತ್ತ (ಜಿ.ಎಸ್.ಟಿ ಸೇರಿಸಿ) ರೂ. 1.12 ಲಕ್ಷಗಳಿಂದ ರೂ. 12.00 ಲಕ್ಷಗಳವರೆಗೆ ಮತ್ತು ಇ.ಎಂ.ಡಿ ಮೊತ್ತ ರೂ. 1200.00 ರಿಂದ ರೂ. 24100.00 ವರೆಗೆ (6) ಟೆಂಡರ ಸಲ್ಲಿಸುವ ಕೊನೆಯ ದಿನಾಂಕ : 07-03-2026 ರಂದು ಸಂಜೆ 4.00 ಗಂಟೆಯವರೆಗೆ (7) ಟೆಂಡರ ತೆರೆಯುವ ದಿನಾಂಕ : 09-03-2026 ರಂದು ಬೆಳಗ್ಗೆ 11.00 ಗಂಟೆ. xyxy=(758,465,986,554)
bar-subtext: (ಇ-ಪ್ರೊಕ್ಯೂರ್ಮೆಂಟ್ ಮೂಲಕ) xyxy=(1149,181,1225,191)
signature-block xyxy=(18,1304,236,1338)
center-line: ಸಮಜಾಯಿಷಿ ತಿಳುವಳಿಕೆ xyxy=(459,523,533,535)
bar-text: ಪ್ರಮಾಣ ಪತ್ರ xyxy=(1122,926,1177,942)
center-line: ಭೂಮಾಪನ ಇಲಾಖೆ ಉಪನಿರ್ದೇಶಕರ ನ್ಯಾಯಾಲಯ, ಬೆಂಗಳೂರು ವಿಭಾಗ xyxy=(760,985,984,997)
cmyk-dots xyxy=(944,2002,995,2014)
document-lost-notice xyxy=(749,861,996,971)
body-paragraph: ವಿಷಯ : ಸಾಗರ ತಾಲ್ಲೂಕು ಕುಡಿಗೆರೆ ಗ್ರಾಮದ ಸ.ನಂ.81 ರಲ್ಲಿ ಆಗಿರುವ ದುರಸ್ತಿಯನ್ನು ರದ್ದುಪಡಿಸುವ ಬಗ್ಗೆ. xyxy=(506,769,733,791)
signature-block xyxy=(756,1144,989,1166)
body-paragraph: ಈ ಪ್ರಕರಣದ ಅರ್ಜಿದಾರರು ಮರಣ ನೋಂದಣಿ ದಾಖಲೆಯಲ್ಲಿ ಹೆಸರು ತಿದ್ದುಪಡಿ ಕೋರಿ ಅರ್ಜಿ ಸಲ್ಲಿಸಿರುತ್ತಾರೆ. ಈ ಬಗ್ಗೆ ಯಾರಿಗಾದರೂ ಆಕ್ಷೇಪಣೆ ಇದ್ದಲ್ಲಿ ದಿನಾಂಕ:16-04-2026ರಂದು ಬೆಳಿಗ್ಗೆ 11-00 ಗಂಟೆಗೆ ಖುದ್ದಾಗಿ ಅಥವಾ ವಕೀಲರ ಮುಖಾಂತರ ಘನ ನ್ಯಾಯಾಲಯದಲ್ಲಿ ಹಾಜರಾಗಿ ಆಕ್ಷೇಪಣೆ ಸಲ್ಲಿಸತಕ್ಕದ್ದು, ತಪ್ಪಿದಲ್ಲಿ ಪ್ರಕರಣವನ್ನು ಏಕಪಕ್ಷೀಯವಾಗಿ ತೀರ್ಮಾನಿಸಲಾಗುವುದು. xyxy=(18,1244,236,1299)
color-dot xyxy=(1256,2002,1268,2014)
signature-left xyxy=(1005,1087,1073,1109)
logo-orange-shape xyxy=(1045,0,1249,78)
signature-line: ನ್ಯಾಯಾಲಯದ ಆದೇಶದ ಮೇರೆಗೆ xyxy=(147,1303,236,1314)
court-notice-tarikere-73-2025 xyxy=(1004,1118,1295,1314)
signature-line: ದಿನಾಂಕ:02-03-2026 xyxy=(18,1326,84,1337)
body-paragraph: ಅರ್ಜಿದಾರರು : ಕೆನರಾ ಬ್ಯಾಂಕ್, ಶಾಖೆ ಸಾಗರ, ವ್ಯವಸ್ಥಾಪಕರ ಮೂಲಕ, ಸಾಗರ, ಶಿವಮೊಗ್ಗ ಜಿಲ್ಲೆ. xyxy=(1021,409,1276,420)
signature-right xyxy=(927,252,994,274)
signature-line: ದಿನಾಂಕ: 28/02/2026 xyxy=(749,948,817,959)
ref-line xyxy=(759,692,986,702)
classifieds-grid xyxy=(0,92,1306,1944)
body-paragraph: ಈ ಪ್ರಕರಣದ ಅರ್ಜಿದಾರರ ಅರ್ಜಿಯ ಚಿತ್ತಾಧಾರದಲ್ಲಿ ಜನನ ನೋಂದಣಿಯ ಹೆಸರು ತಿದ್ದುಪಡಿ ಕೋರಿ ಅರ್ಜಿ ಸಲ್ಲಿಸಿರುತ್ತಾರೆ. ಈ ಬಗ್ಗೆ ಯಾರಿಗಾದರೂ ಆಕ್ಷೇಪಣೆ ಇದ್ದಲ್ಲಿ ದಿನಾಂಕ:16-04-2026ರಂದು ಬೆಳಿಗ್ಗೆ 11-00 ಗಂಟೆಗೆ ಖುದ್ದಾಗಿ ಅಥವಾ ವಕೀಲರ ಮುಖಾಂತರ ಘನ ನ್ಯಾಯಾಲಯದಲ್ಲಿ ಹಾಜರಾಗಿ ಆಕ್ಷೇಪಣೆ ಸಲ್ಲಿಸತಕ್ಕದ್ದು, ತಪ್ಪಿದಲ್ಲಿ ಪ್ರಕರಣವನ್ನು ಏಕಪಕ್ಷೀಯವಾಗಿ ತೀರ್ಮಾನಿಸಲಾಗುವುದು ಎಂದು ಈ ಮೂಲಕ ಪ್ರಕಟಿಸಲಾಗಿದೆ. xyxy=(18,947,236,1014)
table-row xyxy=(259,324,732,350)
signature-right xyxy=(313,969,485,991)
cmyk-dots xyxy=(530,2002,581,2014)
bar-text: ಟೆಂಡರ್ ಆಹ್ವಾನ (ಏಎಫ್‌ಟಿ) xyxy=(435,161,556,176)
bar-text: ಟೆಂಡರ್ ಪ್ರಕಟಣೆ xyxy=(836,706,908,722)
section-title-bar xyxy=(1009,674,1290,695)
ref-line xyxy=(759,370,986,380)
body-paragraph: ಮೇಲ್ಕಂಡ ವಿಷಯ ಹಾಗೂ ಉಲ್ಲೇಖಕ್ಕೆ ಸಂಬಂಧಿಸಿದಂತೆ, 2025-26ನೇ ಸಾಲಿನ ಕಛೇರಿ ನಿರ್ವಹಣೆ ಅನುದಾನದಡಿ ಕಛೇರಿಗೆ ಅಗತ್ಯವಿರುವ ಪೀಠೋಪಕರಣ, ಪ್ರಿಂಟರ್, ಕಂಪ್ಯೂಟರ್ ಇತ್ಯಾದಿ ಸಾಮಾಗ್ರಿಗಳನ್ನು ಸರಬರಾಜು ಮಾಡಲು ಇ-ಪ್ರೊಕ್ಯೂರ್ಮೆಂಟ್ ಮುಖಾಂತರ ಅರ್ಹ ಟೆಂಡರುದಾರರಿಂದ ಟೆಂಡರ್ ಆಹ್ವಾನಿಸಲಾಗಿದೆ. ಆಸಕ್ತರು ನಿಗದಿತ ಅವಧಿಯೊಳಗೆ ಟೆಂಡರ್ ಸಲ್ಲಿಸಲು ಕೋರಲಾಗಿದೆ. xyxy=(18,527,236,593)
land-records-appeal-405-2025 xyxy=(252,679,492,1936)
header-rule xyxy=(0,90,1306,91)
org-address-line: ಕಾರ್ಯಪಾಲಕ ಅಭಿಯಂತರರ ಕಛೇರಿ, ಹೆಚ್‌ಎಸ್‌ಆರ್ ವಿಭಾಗ, xyxy=(439,119,592,129)
signature-line: ಇಂದು ಶೇಖರ್ xyxy=(201,367,242,378)
work-description: ಮೈಕ್ರೋ ಕೂಡಿಗೆ ಮಾನವ ಸಂಪನ್ಮೂಲವನ್ನು ಒದಗಿಸುವುದು, ವಲಯ-2ರ ವಿವಿಧ ಸ್ಥಳಗಳಲ್ಲಿ 2 ಪಾಳಿ ಕಾವಲಿನ ಸಿಬ್ಬಂದಿ ಒದಗಿಸುವುದು. ಅಂದಾಜು ಮೊತ್ತ (ಲಕ್ಷಗಳಲ್ಲಿ): 140.00, ಇಎಂಡಿ: 1,40,000.00. xyxy=(280,297,732,323)
ref-number: ಸಂ/ಡಿಯುಡಿಸಿ(1)ಸಿಆರ್/46/2023-24 xyxy=(1011,660,1119,670)
center-line: (ಜಿಓಕೆ ಇ-ಪ್ರೊಕ್ಯೂರ್ಮೆಂಟ್ ಪೋರ್ಟಲ್ ಮೂಲಕ ಮಾತ್ರ) xyxy=(418,196,574,207)
center-line: ದಿನಾಂಕ: 26.02.2026 xyxy=(1111,159,1189,171)
signature-line: ಕೆ.ಟಿ.ಕುಮಾರ್, ವಕೀಲರು xyxy=(258,632,326,643)
certificate-shikaripura xyxy=(11,98,243,379)
center-line: ಕ್ರಿಮಿನಲ್.ಮಿಸ್.ನಂ : 73/2025 xyxy=(1097,1149,1202,1161)
color-dot xyxy=(118,2002,130,2014)
org-letterhead xyxy=(759,291,986,341)
center-line: ಟೆಂಡರ್ ವೇಳಾಪಟ್ಟಿ xyxy=(97,596,157,608)
body-paragraph: ಎದುರುದಾರರು : 1)ತಹಶೀಲ್ದಾರ್‌ರವರು ತರೀಕೆರೆ, ತರೀಕೆರೆ ತಾಲ್ಲೂಕು. 2)ಗ್ರಾಮ ಲೆಕ್ಕಾಧಿಕಾರಿಗಳು, ಲಿಂಗದಹಳ್ಳಿ ವೃತ್ತ, ತರೀಕೆರೆ ತಾಲ್ಲೂಕು. 3)ಬಸವರಾಜ್ ಬಿನ್ ಲೇಟ್ ರುದ್ರಪ್ಪ, ಲಿಂಗದಹಳ್ಳಿ ಗ್ರಾಮ, ತರೀಕೆರೆ ತಾಲ್ಲೂಕು. xyxy=(1011,1202,1288,1236)
body-paragraph: ಈ ಮೇಲ್ಕಂಡ ಮೇಲ್ಮನವಿ ಪ್ರಕರಣವು ವಿಚಾರಣೆಗೆ ಬಾಕಿ ಇದ್ದು, ಎದುರುದಾರರಿಗೆ ನೋಟೀಸು ಜಾರಿಯಾಗದ ಕಾರಣ ಈ ಮೂಲಕ ಪ್ರಕಟಣೆ ನೀಡಲಾಗಿದೆ. ಎದುರುದಾರರು ದಿನಾಂಕ:06-03-2026 ರಂದು ಮಧ್ಯಾಹ್ನ ಈ ನ್ಯಾಯಾಲಯದಲ್ಲಿ ಖುದ್ದಾಗಿ ಅಥವಾ ವಕೀಲರ ಮೂಲಕ ಹಾಜರಾಗಿ ವಾದ ಮಂಡಿಸತಕ್ಕದ್ದು, ತಪ್ಪಿದಲ್ಲಿ ಗೈರು ಹಾಜರಿಯಲ್ಲಿ ಏಕಪಕ್ಷೀಯವಾಗಿ ತೀರ್ಮಾನಿಸಲಾಗುವುದು. xyxy=(258,909,485,965)
ref-line xyxy=(1011,650,1288,659)
column-1 xyxy=(11,98,243,1944)
center-line: ಕರ್ನಾಟಕ ಸರ್ಕಾರ – ಜಿಲ್ಲಾ ಪಂಚಾಯತ್, ಶಿವಮೊಗ್ಗ xyxy=(55,392,198,403)
signature-line: ಸಹಿ/- ಶಿಶು ಅಭಿವೃದ್ಧಿ xyxy=(930,822,986,833)
body-paragraph: ಅರ್ಜಿದಾರರು ಈ ನ್ಯಾಯಾಲಯದಲ್ಲಿ ದಿನಾಂಕ 10/12/2024 ರಂದು ಜನನ ದಾಖಲೆ ತಿದ್ದುಪಡಿ ಕೋರಿ ಅರ್ಜಿ ಸಲ್ಲಿಸಿರುತ್ತಾರೆ. ಈ ಬಗ್ಗೆ ಯಾರಿಗಾದರೂ ಆಕ್ಷೇಪಣೆ ಇದ್ದಲ್ಲಿ ದಿನಾಂಕ: 04-04-2026 ರಂದು ಬೆಳಿಗ್ಗೆ 11 ಗಂಟೆಗೆ ಖುದ್ದಾಗಿ ಅಥವಾ ವಕೀಲರ ಮುಖಾಂತರ ಹಾಜರಾಗಿ ಆಕ್ಷೇಪಣೆ ಸಲ್ಲಿಸತಕ್ಕದ್ದು, ತಪ್ಪಿದಲ್ಲಿ ಪ್ರಕರಣವನ್ನು ಏಕಪಕ್ಷೀಯವಾಗಿ ತೀರ್ಮಾನಿಸಲಾಗುವುದು. xyxy=(1011,1238,1288,1282)
signature-line: ದಿನಾಂಕ:25-02-2026 xyxy=(258,655,325,666)
signature-block xyxy=(507,898,733,920)
section-title-bar xyxy=(757,705,988,726)
body-paragraph: ಎದುರುದಾರರು:1)ಭೂದಾಖಲೆಗಳ ಸಹಾಯಕ ನಿರ್ದೇಶಕರು, ಸಾಗರ. 2)ಕೆ.ಹೆಚ್.ಪಂಚಾಕ್ಷರಿ ಆರಾಧ್ಯ ಬಿನ್ ಸಿದ್ದಯ್ಯ. ಎ)ವೀರಭದ್ರಯ್ಯ ಬಿನ್ ಕೆ.ಹೆಚ್.ಪಂಚಾಕ್ಷರಿ. ಬಿ)ಸದಾಶಿವಯ್ಯ ಬಿನ್ ಕೆ.ಹೆಚ್.ಪಂಚಾಕ್ಷರಿ ಆರಾಧ್ಯದಾರರು. 1ಬಿ2)ರಾಜೇಶ್ ಎಸ್ ಹೆಚ್ ಬಿನ್ ಲೇಟ್ ಕೇರ್ ಆಫ್ Profession Courier Sirsi. ಸಿ)ಗಣೇಶ್ ಆರಾಧ್ಯ, ವಯಸ್ಸು 52 ವರ್ಷ, ಫಾರೆಸ್ಟ್ ಕಾಲೋನಿ, ಶಿರಸಿ, ಉತ್ತರ ಕನ್ನಡ ಜಿಲ್ಲೆ. 2ಡಿ)ಜಯದೇವಸ್ವಾಮಿ ಆರಾಧ್ಯ. 3)ಲಿಂಗಮೂರ್ತಿ ಆರಾಧ್ಯ ಬಿನ್ ಸಿದ್ದಯ್ಯ, ನಂ.ನಗರ ಎಂ.ಜೆ.ಎಸ್.419, ದಾವಣಗೆರೆ. ಗಂಗಾಧರಯ್ಯ ಬಿನ್ ಲೇಟ್ ಲಿಂಗಮೂರ್ತಿ. 4)ವಾಗೀಶ ಬಿನ್ ಲೇಟ್ ಕೆಎಲ್.ಬಾಲಗಂಗಾಧರ. ವಿರೇಶ ಬಿನ್ ಲೇಟ್ ಕೆ.ಬಾಲಗಂಗಾಧರಯ್ಯ, ವಾಸ.419, ಎಸ್‌ನಗರ, ಎ.ಜಿ.13ನೇ ತಿರುವು. ಮಲ್ಲಪ್ಪಗೌಡ, ವಯಸ್ಸು 64 ವರ್ಷ. 5)ಯುವರಾಜ, 57 ವರ್ಷ. 6)ಕಾನ್ಸೆ ಮುದ್ದಪ್ಪನ ಪುಟ್ಟಪ್ಪ, ವಯಸ್ಸು. xyxy=(258,785,485,907)
signature-line: ಶಿರಸ್ತೇದಾರರು, xyxy=(196,1029,236,1040)
body-paragraph: ಇತರೆ ವಿವರಗಳನ್ನು ಇ-ಪ್ರೊಕ್ಯೂರ್ಮೆಂಟ್ ಪೋರ್ಟಲ್ ಮುಖೇನ KPPP.karnataka.gov.in ಮೂಲಕ ಪಡೆಯಬಹುದಾಗಿದೆ. ಹೆಚ್ಚಿನ ಮಾಹಿತಿಗಾಗಿ ದೂರವಾಣಿ ಸಂಖ್ಯೆ : 08377-244236 ನ್ನು ಕಛೇರಿ ವೇಳೆಯಲ್ಲಿ ಸಂಪರ್ಕಿಸುವುದು. xyxy=(758,556,986,589)
tender-uas-bengaluru xyxy=(1004,98,1295,356)
signature-line: 726/2025-26 xyxy=(758,834,806,845)
signature-line: ಸಹಿ/- ಕಾರ್ಯಪಾಲಕ ಅಭಿಯಂತರರು, ಹೆಚ್ಎಸ್ಆರ್ ವಿಭಾಗ, ಬೆಂಗಳೂರು xyxy=(536,413,733,424)
signature-right xyxy=(147,1018,235,1052)
signature-left xyxy=(756,1144,822,1166)
